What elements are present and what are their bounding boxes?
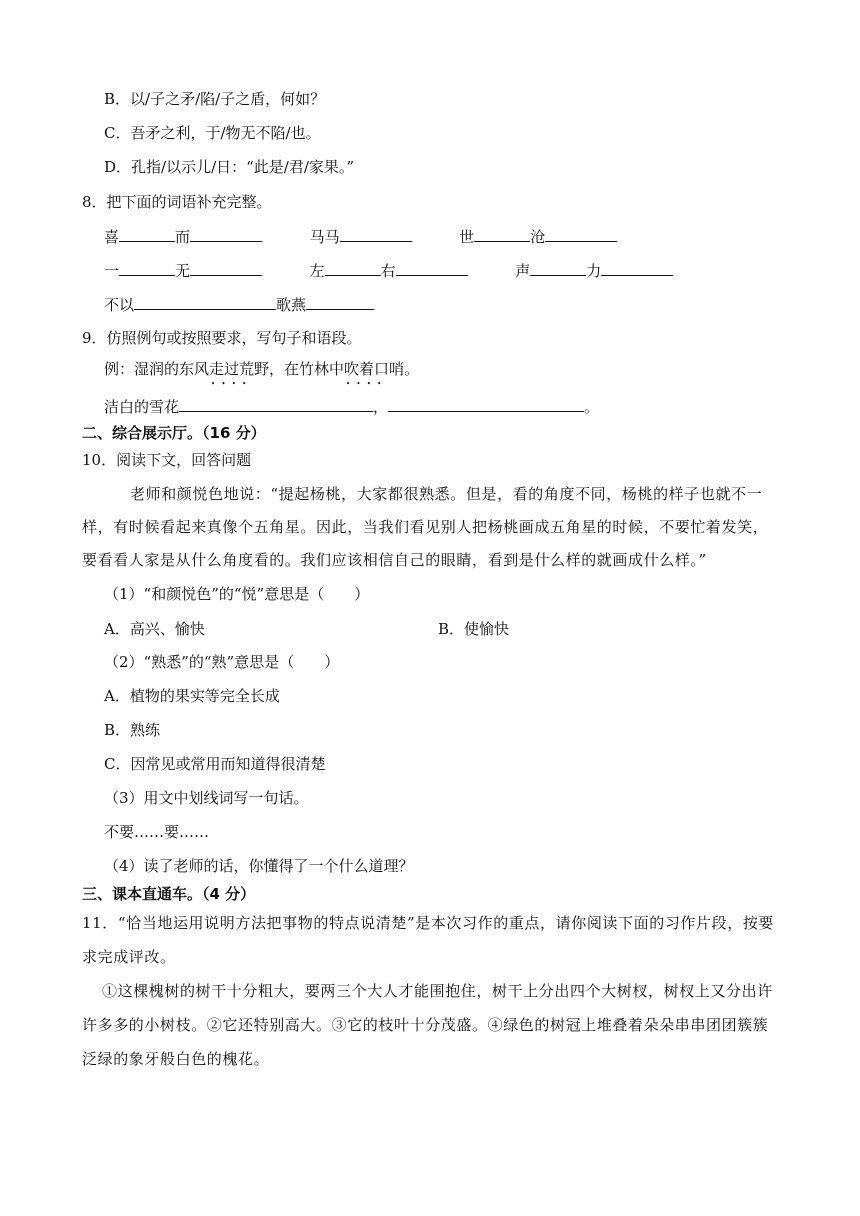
- q8-char: 不以: [104, 296, 135, 314]
- q8-char: 而: [175, 228, 191, 246]
- q10-passage: 老师和颜悦色地说：“提起杨桃，大家都很熟悉。但是，看的角度不同，杨桃的样子也就不一样，有时候看起来真像个五角星。因此，当我们看见别人把杨桃画成五角星的时候，不要忙着发笑，要看看人家是从什么角度看的。我们应该相信自己的眼睛，看到是什么样的就画成什么样。”: [82, 485, 769, 569]
- q8-char: 无: [175, 262, 191, 280]
- q9-blank[interactable]: [388, 395, 584, 412]
- q8-blank[interactable]: [306, 293, 374, 310]
- q10-stem: 10．阅读下文，回答问题: [82, 451, 252, 469]
- q9-fill-line: [104, 395, 599, 418]
- q8-char: 声: [515, 262, 531, 280]
- q10-sub2-option-b[interactable]: B．熟练: [104, 721, 161, 739]
- q8-char: 一: [104, 262, 120, 280]
- q8-char: 歌燕: [276, 296, 307, 314]
- q8-blank[interactable]: [396, 259, 468, 276]
- q9-example-part: ，在竹林中: [269, 360, 345, 378]
- q9-blank[interactable]: [179, 395, 373, 412]
- q7-option-d: D．孔指/以示儿/日：“此是/君/家果。”: [104, 158, 355, 176]
- q8-blank[interactable]: [134, 293, 276, 310]
- q11-excerpt: ①这棵槐树的树干十分粗大，要两三个大人才能围抱住，树干上分出四个大树杈，树杈上又分出许许多多的小树枝。②它还特别高大。③它的枝叶十分茂盛。④绿色的树冠上堆叠着朵朵串串团团簇簇泛绿的象牙般白色的槐花。: [82, 982, 773, 1068]
- q8-blank[interactable]: [340, 225, 412, 242]
- q10-sub2: （2）“熟悉”的“熟”意思是（ ）: [104, 653, 340, 671]
- q9-example-dotted: 吹着口哨 • • • •: [344, 358, 404, 380]
- q9-fill-period: 。: [584, 398, 600, 416]
- q8-row-1: [104, 225, 617, 248]
- q8-blank[interactable]: [119, 225, 175, 242]
- section-2-title: 二、综合展示厅。（16 分）: [82, 424, 266, 442]
- q9-fill-prefix: 洁白的雪花: [104, 398, 180, 416]
- q8-blank[interactable]: [474, 225, 530, 242]
- q8-blank[interactable]: [119, 259, 175, 276]
- q8-blank[interactable]: [545, 225, 617, 242]
- q8-char: 力: [586, 262, 602, 280]
- q8-blank[interactable]: [190, 225, 262, 242]
- q10-sub3-pattern: 不要……要……: [104, 823, 210, 841]
- q8-char: 世: [459, 228, 475, 246]
- q8-blank[interactable]: [325, 259, 381, 276]
- q10-sub1: （1）“和颜悦色”的“悦”意思是（ ）: [104, 585, 370, 603]
- q8-char: 左: [309, 262, 325, 280]
- q7-option-b: B．以/子之矛/陷/子之盾，何如？: [104, 90, 326, 108]
- q10-sub4: （4）读了老师的话，你懂得了一个什么道理？: [104, 857, 414, 875]
- q8-stem: 8．把下面的词语补充完整。: [82, 193, 272, 211]
- q8-char: 喜: [104, 228, 120, 246]
- q10-sub3: （3）用文中划线词写一句话。: [104, 789, 309, 807]
- q9-example-part: 例：湿润的东风: [104, 360, 210, 378]
- q7-option-c: C．吾矛之利，于/物无不陷/也。: [104, 124, 321, 142]
- q10-sub1-option-a[interactable]: A．高兴、愉快: [104, 620, 205, 638]
- q8-blank[interactable]: [601, 259, 673, 276]
- q9-example-dotted: 走过荒野 • • • •: [209, 358, 269, 380]
- q8-char: 右: [380, 262, 396, 280]
- q8-row-3: [104, 293, 374, 316]
- q9-stem: 9．仿照例句或按照要求，写句子和语段。: [82, 329, 362, 347]
- q8-row-2: [104, 259, 673, 282]
- q8-char: 马马: [309, 228, 340, 246]
- section-3-title: 三、课本直通车。（4 分）: [82, 885, 256, 903]
- q8-blank[interactable]: [190, 259, 262, 276]
- q9-fill-comma: ，: [373, 398, 389, 416]
- q10-sub2-option-c[interactable]: C．因常见或常用而知道得很清楚: [104, 755, 326, 773]
- q10-sub1-option-b[interactable]: B．使愉快: [438, 620, 510, 638]
- q11-stem: 11．“恰当地运用说明方法把事物的特点说清楚”是本次习作的重点，请你阅读下面的习作片段，按要求完成评改。: [82, 914, 775, 966]
- q8-char: 沧: [530, 228, 546, 246]
- q10-sub2-option-a[interactable]: A．植物的果实等完全长成: [104, 687, 280, 705]
- q9-example-part: 。: [404, 360, 420, 378]
- q9-example: [104, 358, 419, 380]
- q8-blank[interactable]: [530, 259, 586, 276]
